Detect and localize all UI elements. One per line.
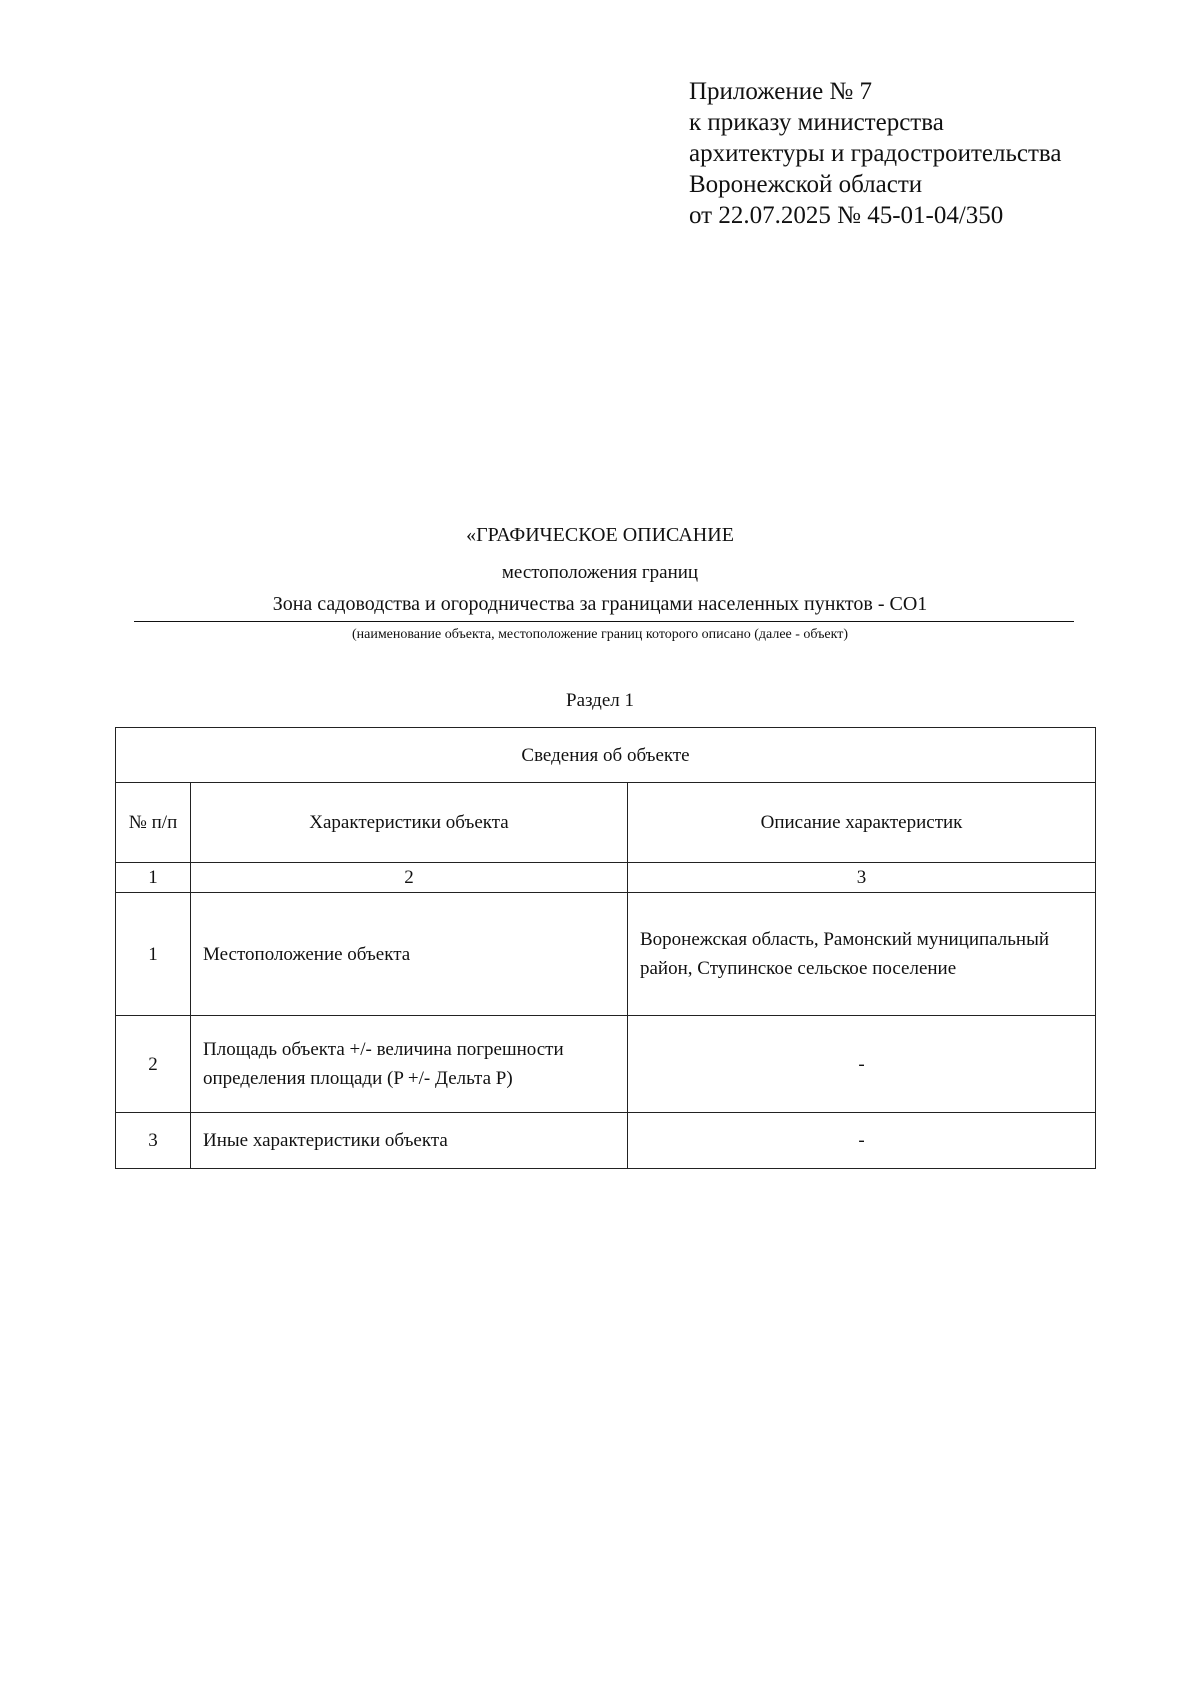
table-caption: Сведения об объекте <box>116 728 1096 783</box>
table-row <box>116 893 1096 1016</box>
row-number: 2 <box>116 1016 191 1113</box>
object-name-underline <box>134 621 1074 622</box>
table-caption-row <box>116 728 1096 783</box>
column-index-row <box>116 863 1096 893</box>
row-characteristic: Местоположение объекта <box>191 893 628 1016</box>
column-index: 3 <box>628 863 1096 893</box>
document-subtitle: местоположения границ <box>501 562 699 583</box>
row-number: 3 <box>116 1113 191 1169</box>
table-row <box>116 1113 1096 1169</box>
row-number: 1 <box>116 893 191 1016</box>
appendix-line: от 22.07.2025 № 45-01-04/350 <box>689 202 1004 229</box>
header-number: № п/п <box>116 783 191 863</box>
appendix-line: Приложение № 7 <box>689 78 873 105</box>
table-row <box>116 1016 1096 1113</box>
header-description: Описание характеристик <box>628 783 1096 863</box>
object-name-caption: (наименование объекта, местоположение границ которого описано (далее - объект) <box>351 627 849 642</box>
section-label: Раздел 1 <box>566 690 634 711</box>
row-description: Воронежская область, Рамонский муниципальный район, Ступинское сельское поселение <box>628 893 1096 1016</box>
object-info-table <box>115 727 1096 1169</box>
table-header-row <box>116 783 1096 863</box>
appendix-header <box>689 76 1061 231</box>
appendix-line: архитектуры и градостроительства <box>689 140 1062 167</box>
document-title: «ГРАФИЧЕСКОЕ ОПИСАНИЕ <box>466 524 734 546</box>
object-name: Зона садоводства и огородничества за границами населенных пунктов - СО1 <box>272 593 928 615</box>
appendix-line: Воронежской области <box>689 171 923 198</box>
row-characteristic: Иные характеристики объекта <box>191 1113 628 1169</box>
appendix-line: к приказу министерства <box>689 109 944 136</box>
row-characteristic: Площадь объекта +/- величина погрешности определения площади (P +/- Дельта P) <box>191 1016 628 1113</box>
header-characteristic: Характеристики объекта <box>191 783 628 863</box>
column-index: 1 <box>116 863 191 893</box>
row-description: - <box>628 1016 1096 1113</box>
column-index: 2 <box>191 863 628 893</box>
row-description: - <box>628 1113 1096 1169</box>
